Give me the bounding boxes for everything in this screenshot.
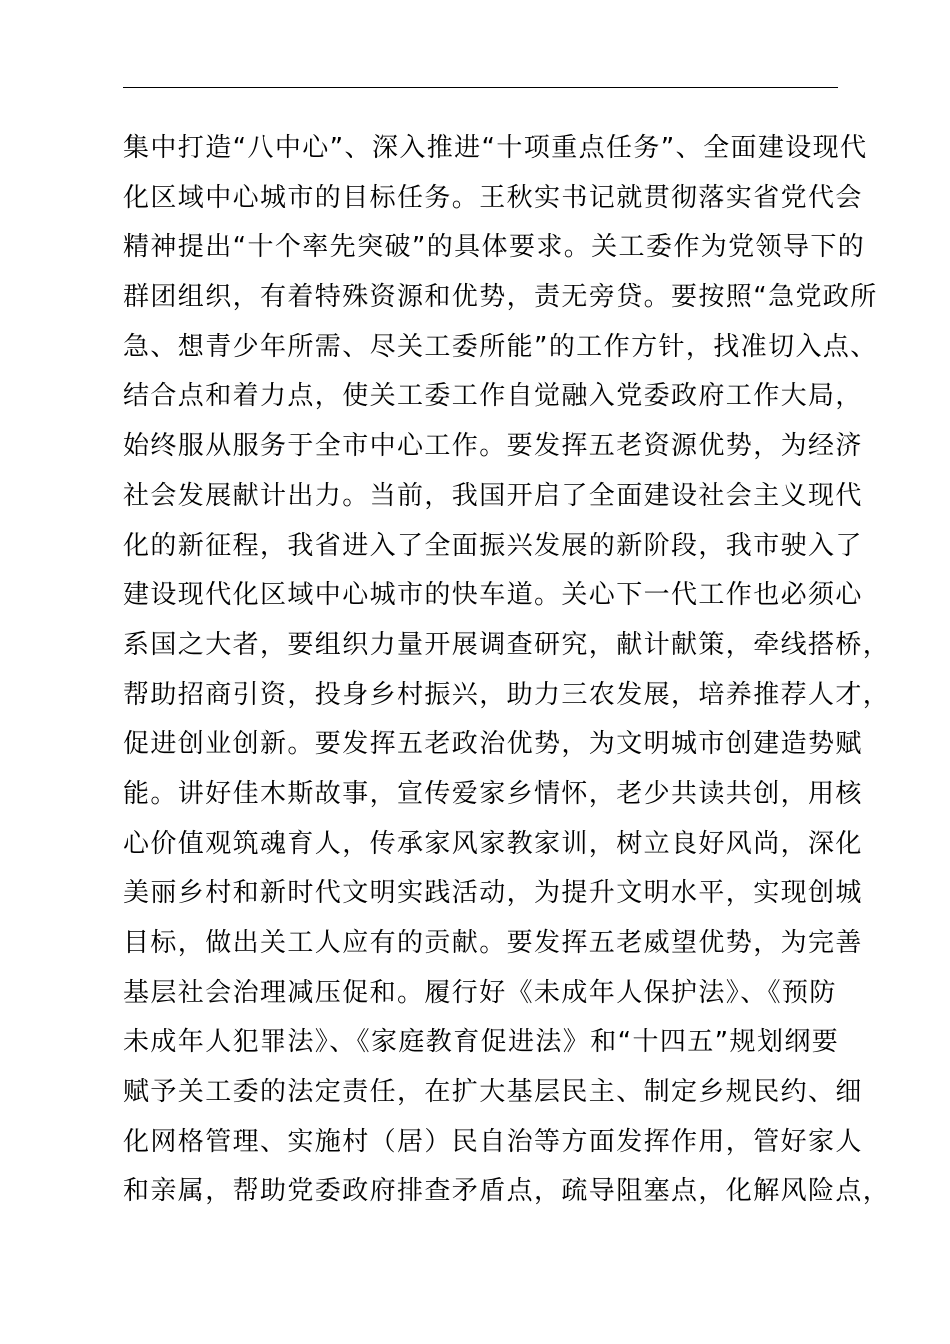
body-paragraph <box>123 124 891 1217</box>
text-line: 赋予关工委的法定责任，在扩大基层民主、制定乡规民约、细 <box>123 1077 863 1108</box>
text-line: 帮助招商引资，投身乡村振兴，助力三农发展，培养推荐人才， <box>123 679 891 710</box>
text-line: 化区域中心城市的目标任务。王秋实书记就贯彻落实省党代会 <box>123 182 863 213</box>
text-line: 心价值观筑魂育人，传承家风家教家训，树立良好风尚，深化 <box>123 828 863 859</box>
text-line: 基层社会治理减压促和。履行好《未成年人保护法》、《预防 <box>123 977 837 1008</box>
text-line: 促进创业创新。要发挥五老政治优势，为文明城市创建造势赋 <box>123 729 863 760</box>
text-line: 集中打造“八中心”、深入推进“十项重点任务”、全面建设现代 <box>123 133 868 163</box>
text-line: 始终服从服务于全市中心工作。要发挥五老资源优势，为经济 <box>123 431 863 462</box>
text-line: 群团组织，有着特殊资源和优势，责无旁贷。要按照“急党政所 <box>123 282 878 313</box>
text-line: 化的新征程，我省进入了全面振兴发展的新阶段，我市驶入了 <box>123 530 863 561</box>
text-line: 能。讲好佳木斯故事，宣传爱家乡情怀，老少共读共创，用核 <box>123 778 863 809</box>
text-line: 结合点和着力点，使关工委工作自觉融入党委政府工作大局， <box>123 381 863 412</box>
text-line: 急、想青少年所需、尽关工委所能”的工作方针，找准切入点、 <box>123 331 878 362</box>
text-line: 目标，做出关工人应有的贡献。要发挥五老威望优势，为完善 <box>123 928 863 958</box>
text-line: 精神提出“十个率先突破”的具体要求。关工委作为党领导下的 <box>123 232 866 263</box>
text-line: 建设现代化区域中心城市的快车道。关心下一代工作也必须心 <box>123 580 863 611</box>
text-line: 系国之大者，要组织力量开展调查研究，献计献策，牵线搭桥， <box>123 629 891 660</box>
header-rule <box>123 87 838 88</box>
text-line: 化网格管理、实施村（居）民自治等方面发挥作用，管好家人 <box>123 1126 863 1157</box>
text-line: 未成年人犯罪法》、《家庭教育促进法》和“十四五”规划纲要 <box>123 1027 840 1058</box>
text-line: 社会发展献计出力。当前，我国开启了全面建设社会主义现代 <box>123 480 863 511</box>
text-line: 美丽乡村和新时代文明实践活动，为提升文明水平，实现创城 <box>123 878 863 909</box>
text-line: 和亲属，帮助党委政府排查矛盾点，疏导阻塞点，化解风险点， <box>123 1176 891 1207</box>
